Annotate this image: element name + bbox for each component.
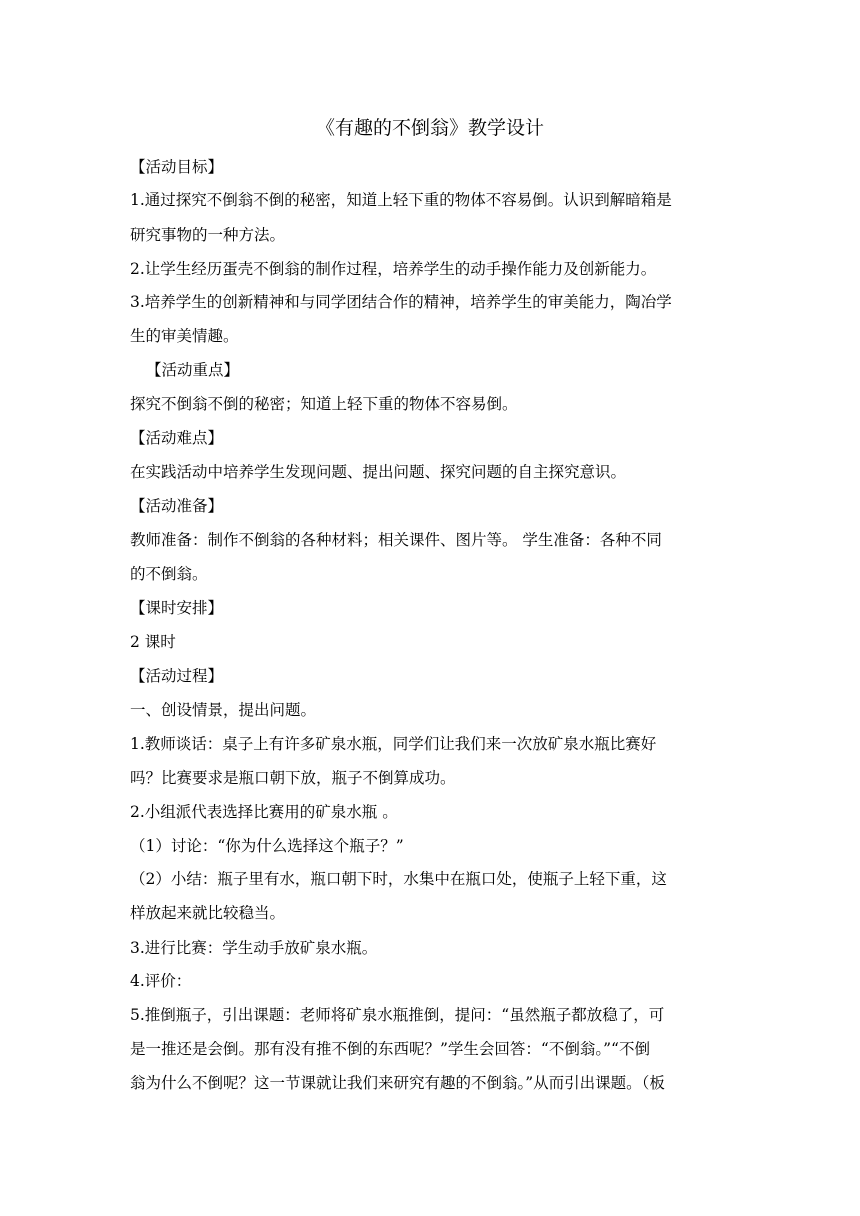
paragraph-line: （1）讨论：“你为什么选择这个瓶子？” bbox=[130, 837, 404, 855]
paragraph-line: 2 课时 bbox=[130, 633, 176, 651]
paragraph-line: 生的审美情趣。 bbox=[130, 327, 239, 345]
paragraph-line: 4.评价： bbox=[130, 972, 192, 990]
paragraph-line: 1.通过探究不倒翁不倒的秘密，知道上轻下重的物体不容易倒。认识到解暗箱是 bbox=[130, 191, 672, 209]
section-heading-process: 【活动过程】 bbox=[130, 667, 224, 685]
paragraph-line: 是一推还是会倒。那有没有推不倒的东西呢？”学生会回答：“不倒翁。”“不倒 bbox=[130, 1040, 650, 1058]
paragraph-line: 2.小组派代表选择比赛用的矿泉水瓶 。 bbox=[130, 803, 398, 821]
paragraph-line: 1.教师谈话：桌子上有许多矿泉水瓶，同学们让我们来一次放矿泉水瓶比赛好 bbox=[130, 735, 657, 753]
section-heading-key-points: 【活动重点】 bbox=[146, 361, 240, 379]
paragraph-line: 3.培养学生的创新精神和与同学团结合作的精神，培养学生的审美能力，陶冶学 bbox=[130, 293, 672, 311]
paragraph-line: （2）小结：瓶子里有水，瓶口朝下时，水集中在瓶口处，使瓶子上轻下重，这 bbox=[130, 870, 667, 888]
paragraph-line: 探究不倒翁不倒的秘密；知道上轻下重的物体不容易倒。 bbox=[130, 395, 518, 413]
document-title: 《有趣的不倒翁》教学设计 bbox=[315, 117, 544, 139]
section-heading-preparation: 【活动准备】 bbox=[130, 497, 224, 515]
paragraph-line: 研究事物的一种方法。 bbox=[130, 226, 286, 244]
section-heading-schedule: 【课时安排】 bbox=[130, 599, 224, 617]
paragraph-line: 吗？比赛要求是瓶口朝下放，瓶子不倒算成功。 bbox=[130, 769, 456, 787]
paragraph-line: 样放起来就比较稳当。 bbox=[130, 904, 286, 922]
paragraph-line: 教师准备：制作不倒翁的各种材料；相关课件、图片等。 学生准备：各种不同 bbox=[130, 531, 662, 549]
section-heading-objectives: 【活动目标】 bbox=[130, 158, 224, 176]
paragraph-line: 在实践活动中培养学生发现问题、提出问题、探究问题的自主探究意识。 bbox=[130, 463, 627, 481]
paragraph-line: 一、创设情景，提出问题。 bbox=[130, 701, 317, 719]
paragraph-line: 3.进行比赛：学生动手放矿泉水瓶。 bbox=[130, 939, 378, 957]
paragraph-line: 翁为什么不倒呢？这一节课就让我们来研究有趣的不倒翁。”从而引出课题。（板 bbox=[130, 1074, 665, 1092]
paragraph-line: 的不倒翁。 bbox=[130, 565, 208, 583]
paragraph-line: 5.推倒瓶子，引出课题：老师将矿泉水瓶推倒，提问：“虽然瓶子都放稳了，可 bbox=[130, 1006, 665, 1024]
section-heading-difficulties: 【活动难点】 bbox=[130, 429, 224, 447]
paragraph-line: 2.让学生经历蛋壳不倒翁的制作过程，培养学生的动手操作能力及创新能力。 bbox=[130, 260, 657, 278]
